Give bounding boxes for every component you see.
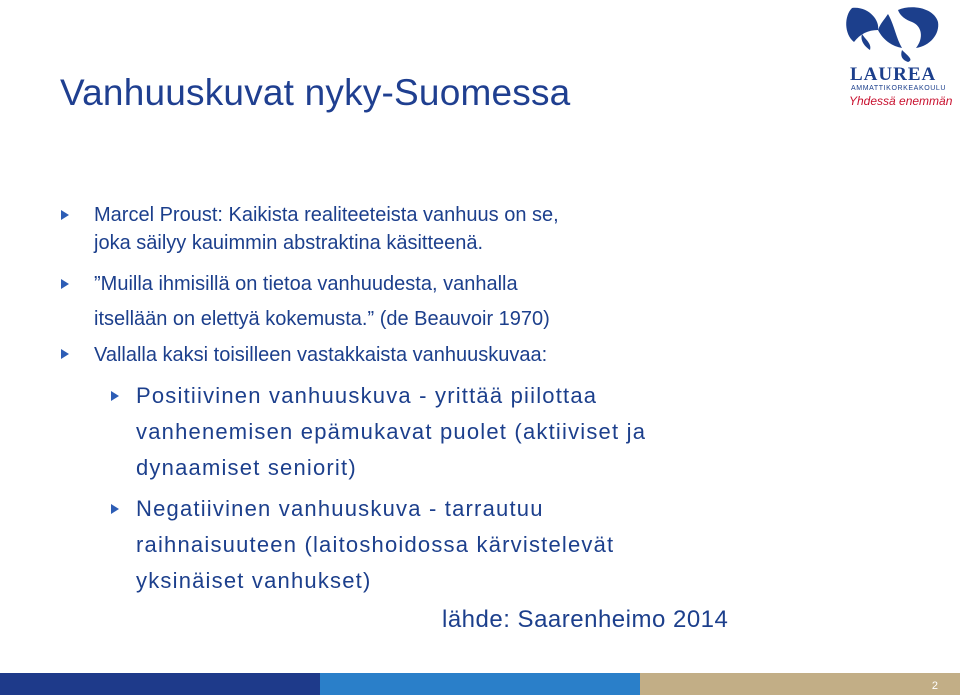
- logo-name: LAUREA: [850, 64, 937, 85]
- footer-segment-dark-blue: [0, 673, 320, 695]
- laurea-logo: [842, 4, 953, 108]
- sub-bullet-line: yksinäiset vanhukset): [136, 568, 372, 593]
- page-number: 2: [931, 680, 938, 692]
- laurea-emblem-icon: [842, 4, 948, 64]
- logo-slogan: Yhdessä enemmän: [849, 94, 953, 108]
- footer-segment-light-blue: [320, 673, 640, 695]
- bullet-line: itsellään on elettyä kokemusta.” (de Beauvoir 1970): [94, 308, 550, 330]
- sub-bullet-line: Positiivinen vanhuuskuva - yrittää piilottaa: [136, 383, 598, 408]
- slide-title: Vanhuuskuvat nyky-Suomessa: [60, 72, 571, 113]
- sub-bullet-line: vanhenemisen epämukavat puolet (aktiiviset ja: [136, 419, 647, 444]
- sub-bullet-arrow-icon: [111, 391, 119, 401]
- bullet-line: Marcel Proust: Kaikista realiteeteista vanhuus on se,: [94, 204, 559, 226]
- footer-segment-sand: [640, 673, 960, 695]
- bullet-line: ”Muilla ihmisillä on tietoa vanhuudesta, vanhalla: [94, 273, 518, 295]
- sub-bullet-line: dynaamiset seniorit): [136, 455, 357, 480]
- sub-bullet-line: raihnaisuuteen (laitoshoidossa kärvistelevät: [136, 532, 615, 557]
- sub-bullet-line: Negatiivinen vanhuuskuva - tarrautuu: [136, 496, 544, 521]
- source-citation: lähde: Saarenheimo 2014: [442, 606, 729, 633]
- bullet-line: Vallalla kaksi toisilleen vastakkaista vanhuuskuvaa:: [94, 344, 548, 366]
- bullet-arrow-icon: [61, 210, 69, 220]
- bullet-arrow-icon: [61, 349, 69, 359]
- footer-bar: [0, 673, 960, 695]
- sub-bullet-arrow-icon: [111, 504, 119, 514]
- bullet-arrow-icon: [61, 279, 69, 289]
- logo-subtitle: AMMATTIKORKEAKOULU: [851, 85, 947, 92]
- bullet-line: joka säilyy kauimmin abstraktina käsitteenä.: [94, 232, 484, 254]
